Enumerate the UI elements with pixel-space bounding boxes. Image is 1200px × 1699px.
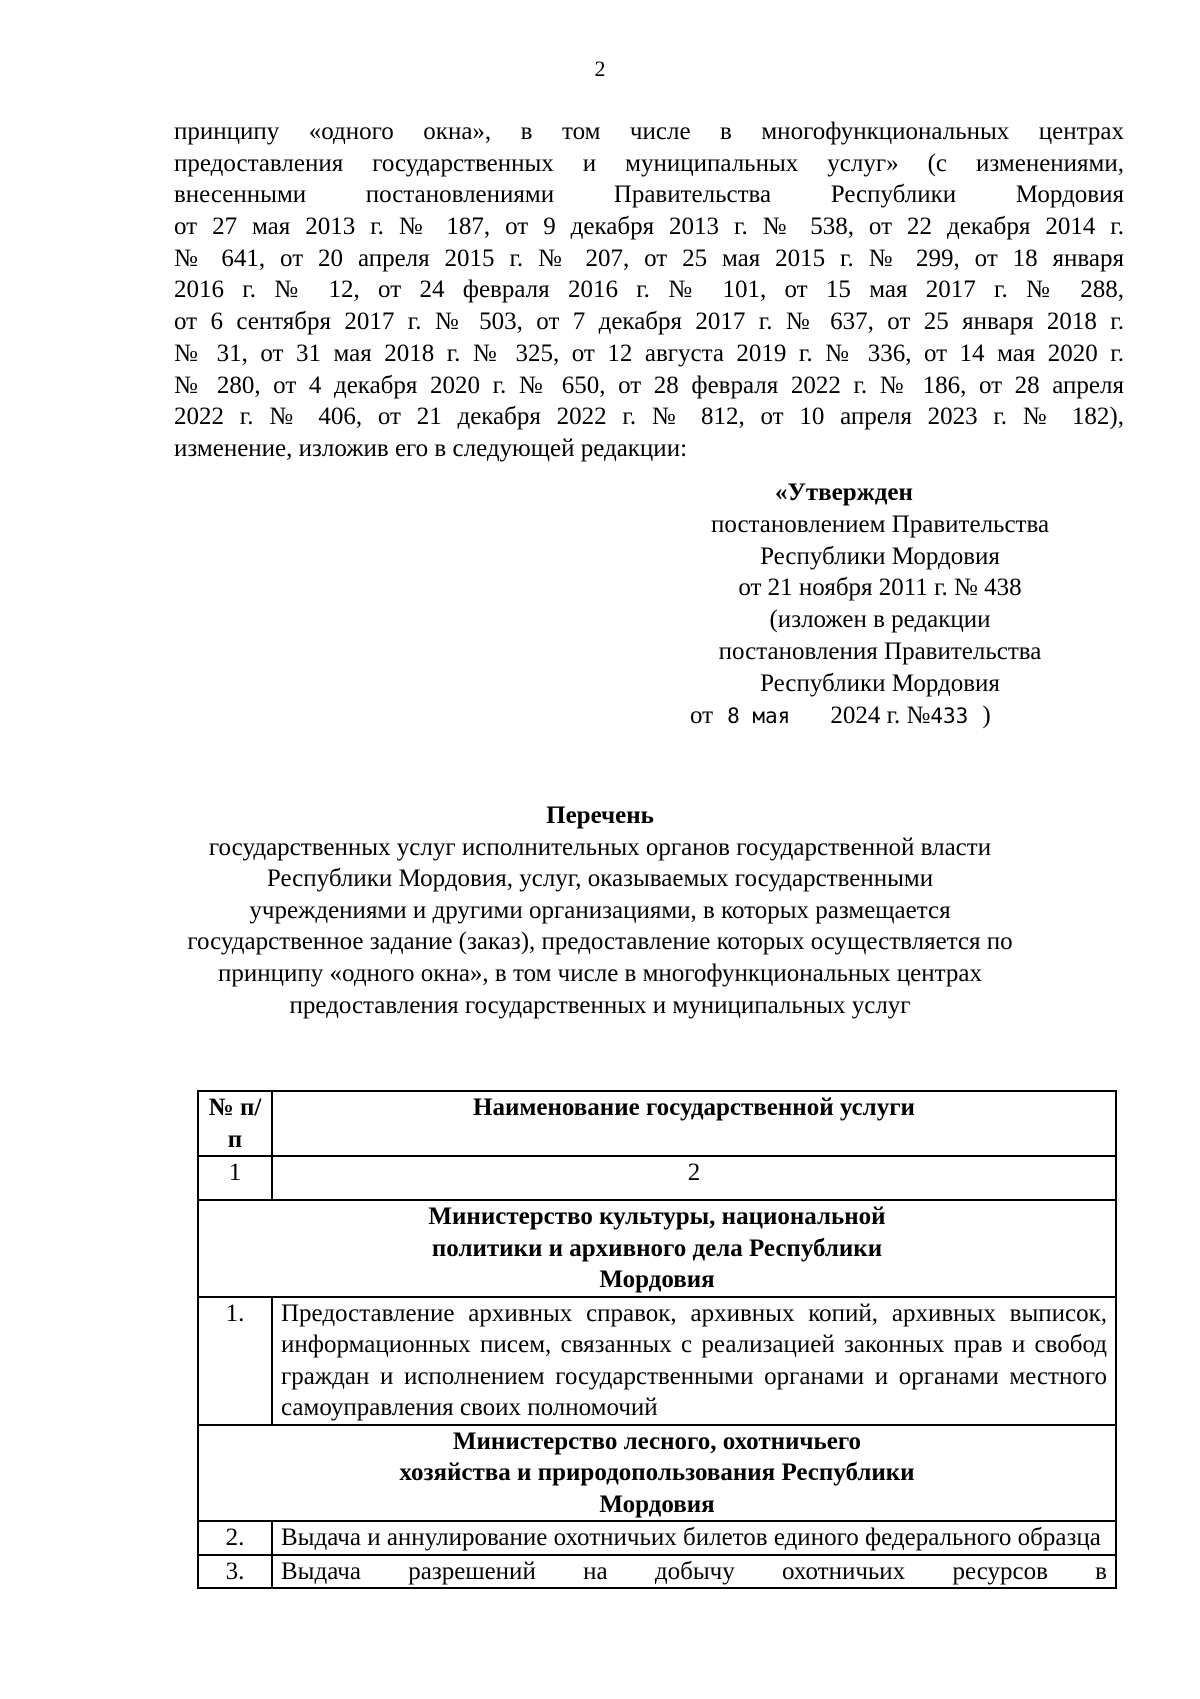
col-index-1: 1 bbox=[198, 1156, 272, 1200]
service-name: Предоставление архивных справок, архивных копий, архивных выписок, информационных писем, связанных с реализацией законных прав и свобод граждан и исполнением государственными органами и органами местного самоуправления своих полномочий bbox=[272, 1297, 1116, 1425]
list-title-line: государственное задание (заказ), предоставление которых осуществляется по bbox=[187, 928, 1013, 956]
approval-block bbox=[660, 477, 1100, 732]
intro-line: № 280, от 4 декабря 2020 г. № 650, от 28 февраля 2022 г. № 186, от 28 апреля bbox=[174, 371, 1124, 399]
service-name: Выдача и аннулирование охотничьих билетов единого федерального образца bbox=[272, 1521, 1116, 1555]
approval-line: Республики Мордовия bbox=[760, 542, 1000, 570]
page-number: 2 bbox=[594, 56, 606, 81]
approval-heading: «Утвержден bbox=[775, 479, 913, 506]
dept-forestry: Министерство лесного, охотничьего хозяйства и природопользования Республики Мордовия bbox=[198, 1425, 1116, 1522]
date-stamp: 8 мая bbox=[727, 703, 791, 728]
row-number: 2. bbox=[198, 1521, 272, 1555]
table-row bbox=[198, 1555, 1116, 1589]
intro-line: № 641, от 20 апреля 2015 г. № 207, от 25 мая 2015 г. № 299, от 18 января bbox=[174, 244, 1124, 272]
intro-line: № 31, от 31 мая 2018 г. № 325, от 12 августа 2019 г. № 336, от 14 мая 2020 г. bbox=[174, 339, 1124, 367]
approval-line: от 21 ноября 2011 г. № 438 bbox=[738, 574, 1022, 602]
intro-paragraph bbox=[174, 116, 1124, 465]
header-num-cell: № п/п bbox=[198, 1091, 272, 1156]
approval-line: Республики Мордовия bbox=[760, 669, 1000, 697]
table-row bbox=[198, 1297, 1116, 1425]
table-header-row bbox=[198, 1091, 1116, 1156]
column-index-row bbox=[198, 1156, 1116, 1200]
dept-row bbox=[198, 1425, 1116, 1522]
intro-line: предоставления государственных и муниципальных услуг» (с изменениями, bbox=[174, 149, 1124, 177]
list-title-line: предоставления государственных и муниципальных услуг bbox=[289, 991, 911, 1019]
dept-row bbox=[198, 1200, 1116, 1297]
date-suffix: ) bbox=[982, 701, 991, 729]
intro-line: внесенными постановлениями Правительства Республики Мордовия bbox=[174, 181, 1124, 209]
list-heading: Перечень bbox=[546, 802, 654, 829]
list-title-line: государственных услуг исполнительных органов государственной власти bbox=[208, 833, 992, 861]
col-index-2: 2 bbox=[272, 1156, 1116, 1200]
intro-line: от 6 сентября 2017 г. № 503, от 7 декабря 2017 г. № 637, от 25 января 2018 г. bbox=[174, 308, 1124, 336]
header-name-cell: Наименование государственной услуги bbox=[272, 1091, 1116, 1156]
intro-line: от 27 мая 2013 г. № 187, от 9 декабря 2013 г. № 538, от 22 декабря 2014 г. bbox=[174, 213, 1124, 241]
dept-culture: Министерство культуры, национальной политики и архивного дела Республики Мордовия bbox=[198, 1200, 1116, 1297]
list-title bbox=[120, 800, 1080, 1021]
services-table bbox=[197, 1090, 1117, 1589]
row-number: 3. bbox=[198, 1555, 272, 1589]
date-year: 2024 г. № bbox=[830, 701, 931, 729]
list-title-line: Республики Мордовия, услуг, оказываемых государственными bbox=[266, 865, 934, 893]
approval-date-line bbox=[660, 700, 1100, 733]
number-stamp: 433 bbox=[930, 703, 969, 728]
intro-line: 2016 г. № 12, от 24 февраля 2016 г. № 101, от 15 мая 2017 г. № 288, bbox=[174, 276, 1124, 304]
date-prefix: от bbox=[690, 701, 714, 729]
table-row bbox=[198, 1521, 1116, 1555]
list-title-line: учреждениями и другими организациями, в которых размещается bbox=[249, 896, 951, 924]
approval-line: постановления Правительства bbox=[718, 637, 1042, 665]
intro-line: 2022 г. № 406, от 21 декабря 2022 г. № 812, от 10 апреля 2023 г. № 182), bbox=[174, 403, 1124, 431]
intro-line: изменение, изложив его в следующей редакции: bbox=[174, 434, 688, 462]
row-number: 1. bbox=[198, 1297, 272, 1425]
service-name: Выдача разрешений на добычу охотничьих ресурсов в bbox=[272, 1555, 1116, 1589]
list-title-line: принципу «одного окна», в том числе в многофункциональных центрах bbox=[218, 959, 982, 987]
approval-line: (изложен в редакции bbox=[769, 606, 991, 634]
approval-line: постановлением Правительства bbox=[710, 510, 1050, 538]
intro-line: принципу «одного окна», в том числе в многофункциональных центрах bbox=[174, 118, 1124, 145]
